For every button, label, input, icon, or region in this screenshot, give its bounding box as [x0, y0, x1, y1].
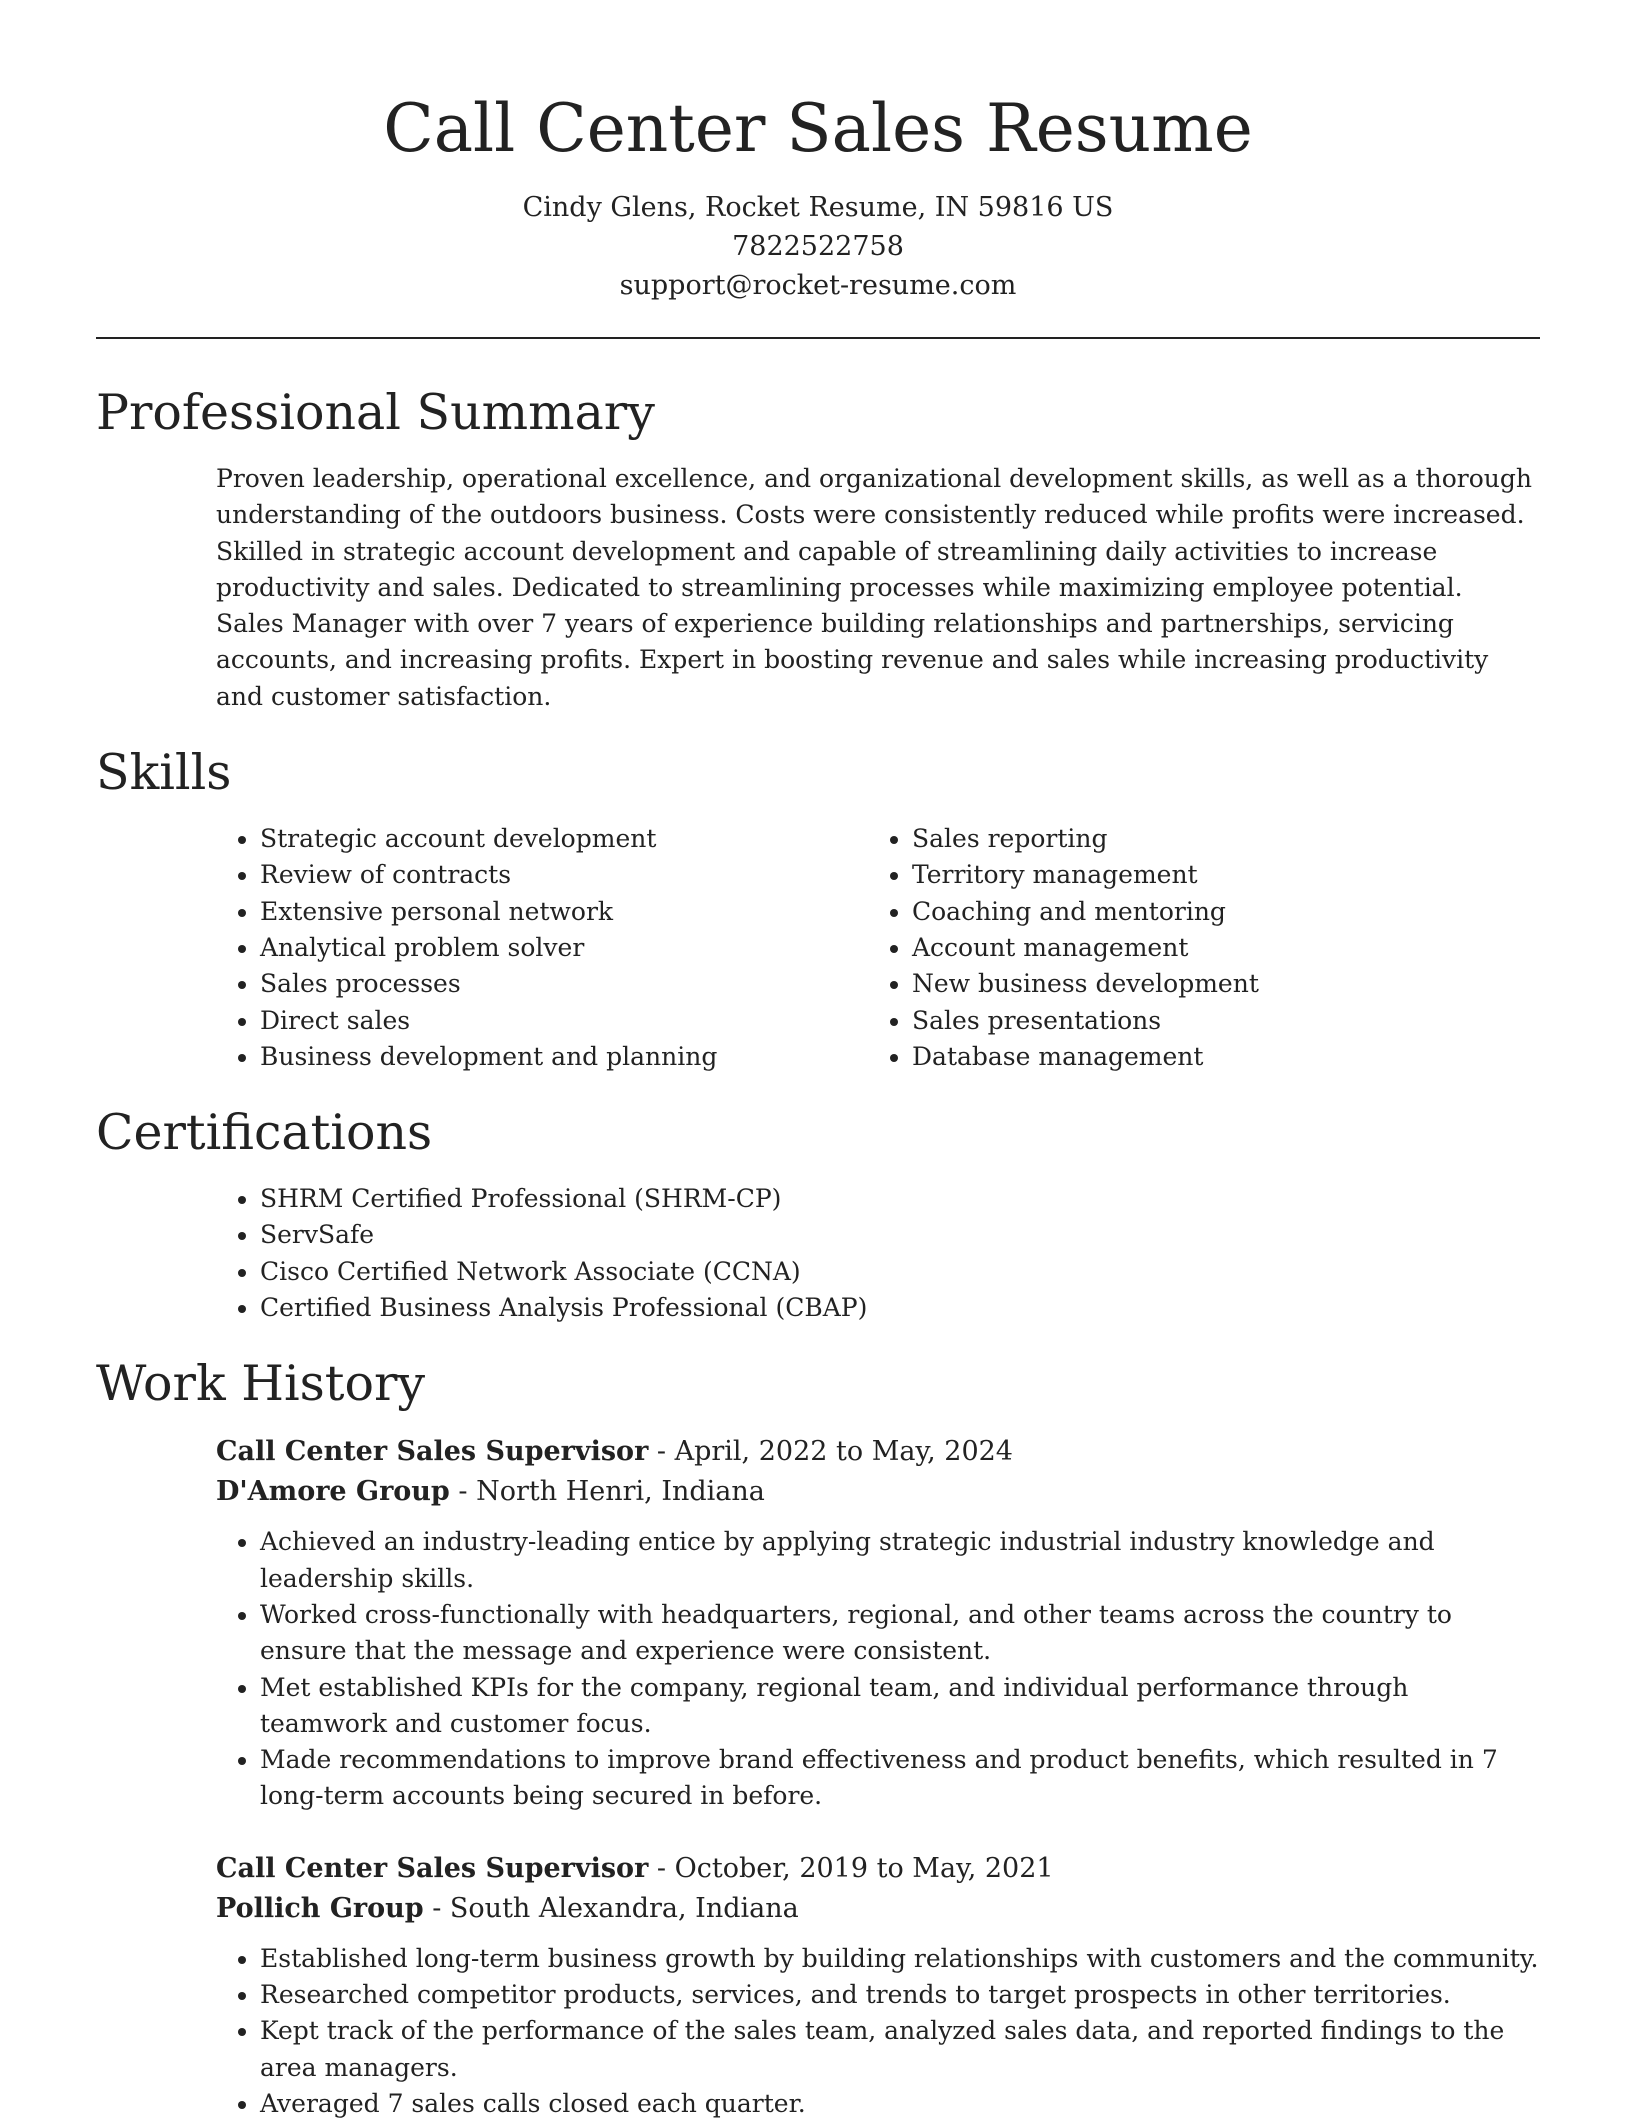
job-location: - North Henri, Indiana [449, 1476, 765, 1508]
job-bullet: • Made recommendations to improve brand effectiveness and product benefits, which resulted in 7 long-term accounts being secured in before. [260, 1742, 1540, 1815]
job-entry [216, 1432, 1540, 1814]
job-bullets [216, 1941, 1540, 2122]
job-dates: - October, 2019 to May, 2021 [648, 1852, 1054, 1884]
job-dates: - April, 2022 to May, 2024 [648, 1436, 1013, 1468]
skill-item: • Extensive personal network [260, 894, 868, 930]
skill-item: • Territory management [912, 857, 1520, 893]
work-history-heading: Work History [96, 1355, 426, 1413]
header-divider [96, 337, 1540, 339]
skills-list-left [216, 821, 868, 1075]
job-company-line [216, 1889, 1540, 1929]
contact-block [96, 188, 1540, 305]
job-bullet: • Worked cross-functionally with headquarters, regional, and other teams across the country to ensure that the message and experience were consistent. [260, 1597, 1540, 1670]
job-company-line [216, 1472, 1540, 1512]
job-title: Call Center Sales Supervisor [216, 1436, 649, 1468]
certifications-list [216, 1181, 1540, 1326]
job-title: Call Center Sales Supervisor [216, 1852, 649, 1884]
resume-page [96, 0, 1540, 2122]
summary-text: Proven leadership, operational excellence, and organizational development skills, as well as a thorough understanding of the outdoors business. Costs were consistently reduced while profits were increased. Skilled in strategic account development and capable of streamlining daily activities to increase productivity and sales. Dedicated to streamlining processes while maximizing employee potential. Sales Manager with over 7 years of experience building relationships and partnerships, servicing accounts, and increasing profits. Expert in boosting revenue and sales while increasing productivity and customer satisfaction. [216, 464, 1532, 711]
resume-title: Call Center Sales Resume [383, 90, 1253, 167]
summary-section [96, 381, 1540, 715]
skills-list-right [868, 821, 1520, 1075]
skills-heading: Skills [96, 744, 232, 802]
skill-item: • Analytical problem solver [260, 930, 868, 966]
job-bullet: • Achieved an industry-leading entice by applying strategic industrial industry knowledge and leadership skills. [260, 1524, 1540, 1597]
job-bullet: • Kept track of the performance of the sales team, analyzed sales data, and reported findings to the area managers. [260, 2013, 1540, 2086]
skills-section [96, 741, 1540, 1075]
work-history-section [96, 1352, 1540, 2122]
job-bullet: • Established long-term business growth by building relationships with customers and the community. [260, 1941, 1540, 1977]
job-bullet: • Researched competitor products, services, and trends to target prospects in other territories. [260, 1977, 1540, 2013]
job-title-line [216, 1849, 1540, 1889]
skill-item: • Sales processes [260, 966, 868, 1002]
certifications-heading: Certifications [96, 1104, 433, 1162]
skill-item: • Strategic account development [260, 821, 868, 857]
certification-item: • ServSafe [260, 1217, 1540, 1253]
certification-item: • Cisco Certified Network Associate (CCNA) [260, 1254, 1540, 1290]
skill-item: • New business development [912, 966, 1520, 1002]
skill-item: • Sales reporting [912, 821, 1520, 857]
certification-item: • Certified Business Analysis Professional (CBAP) [260, 1290, 1540, 1326]
job-bullet: • Met established KPIs for the company, regional team, and individual performance through teamwork and customer focus. [260, 1670, 1540, 1743]
job-company: Pollich Group [216, 1892, 424, 1924]
certifications-section [96, 1101, 1540, 1326]
job-entry [216, 1849, 1540, 2122]
job-company: D'Amore Group [216, 1476, 450, 1508]
job-bullet: • Averaged 7 sales calls closed each quarter. [260, 2086, 1540, 2122]
certification-item: • SHRM Certified Professional (SHRM-CP) [260, 1181, 1540, 1217]
skill-item: • Review of contracts [260, 857, 868, 893]
contact-email: support@rocket-resume.com [619, 270, 1017, 301]
skill-item: • Direct sales [260, 1003, 868, 1039]
skill-item: • Coaching and mentoring [912, 894, 1520, 930]
skill-item: • Database management [912, 1039, 1520, 1075]
summary-heading: Professional Summary [96, 384, 655, 441]
contact-address: Cindy Glens, Rocket Resume, IN 59816 US [522, 192, 1114, 223]
skill-item: • Sales presentations [912, 1003, 1520, 1039]
job-title-line [216, 1432, 1540, 1472]
skills-grid [216, 821, 1540, 1075]
job-location: - South Alexandra, Indiana [423, 1892, 799, 1924]
contact-phone: 7822522758 [732, 231, 904, 262]
skill-item: • Business development and planning [260, 1039, 868, 1075]
job-bullets [216, 1524, 1540, 1814]
skill-item: • Account management [912, 930, 1520, 966]
